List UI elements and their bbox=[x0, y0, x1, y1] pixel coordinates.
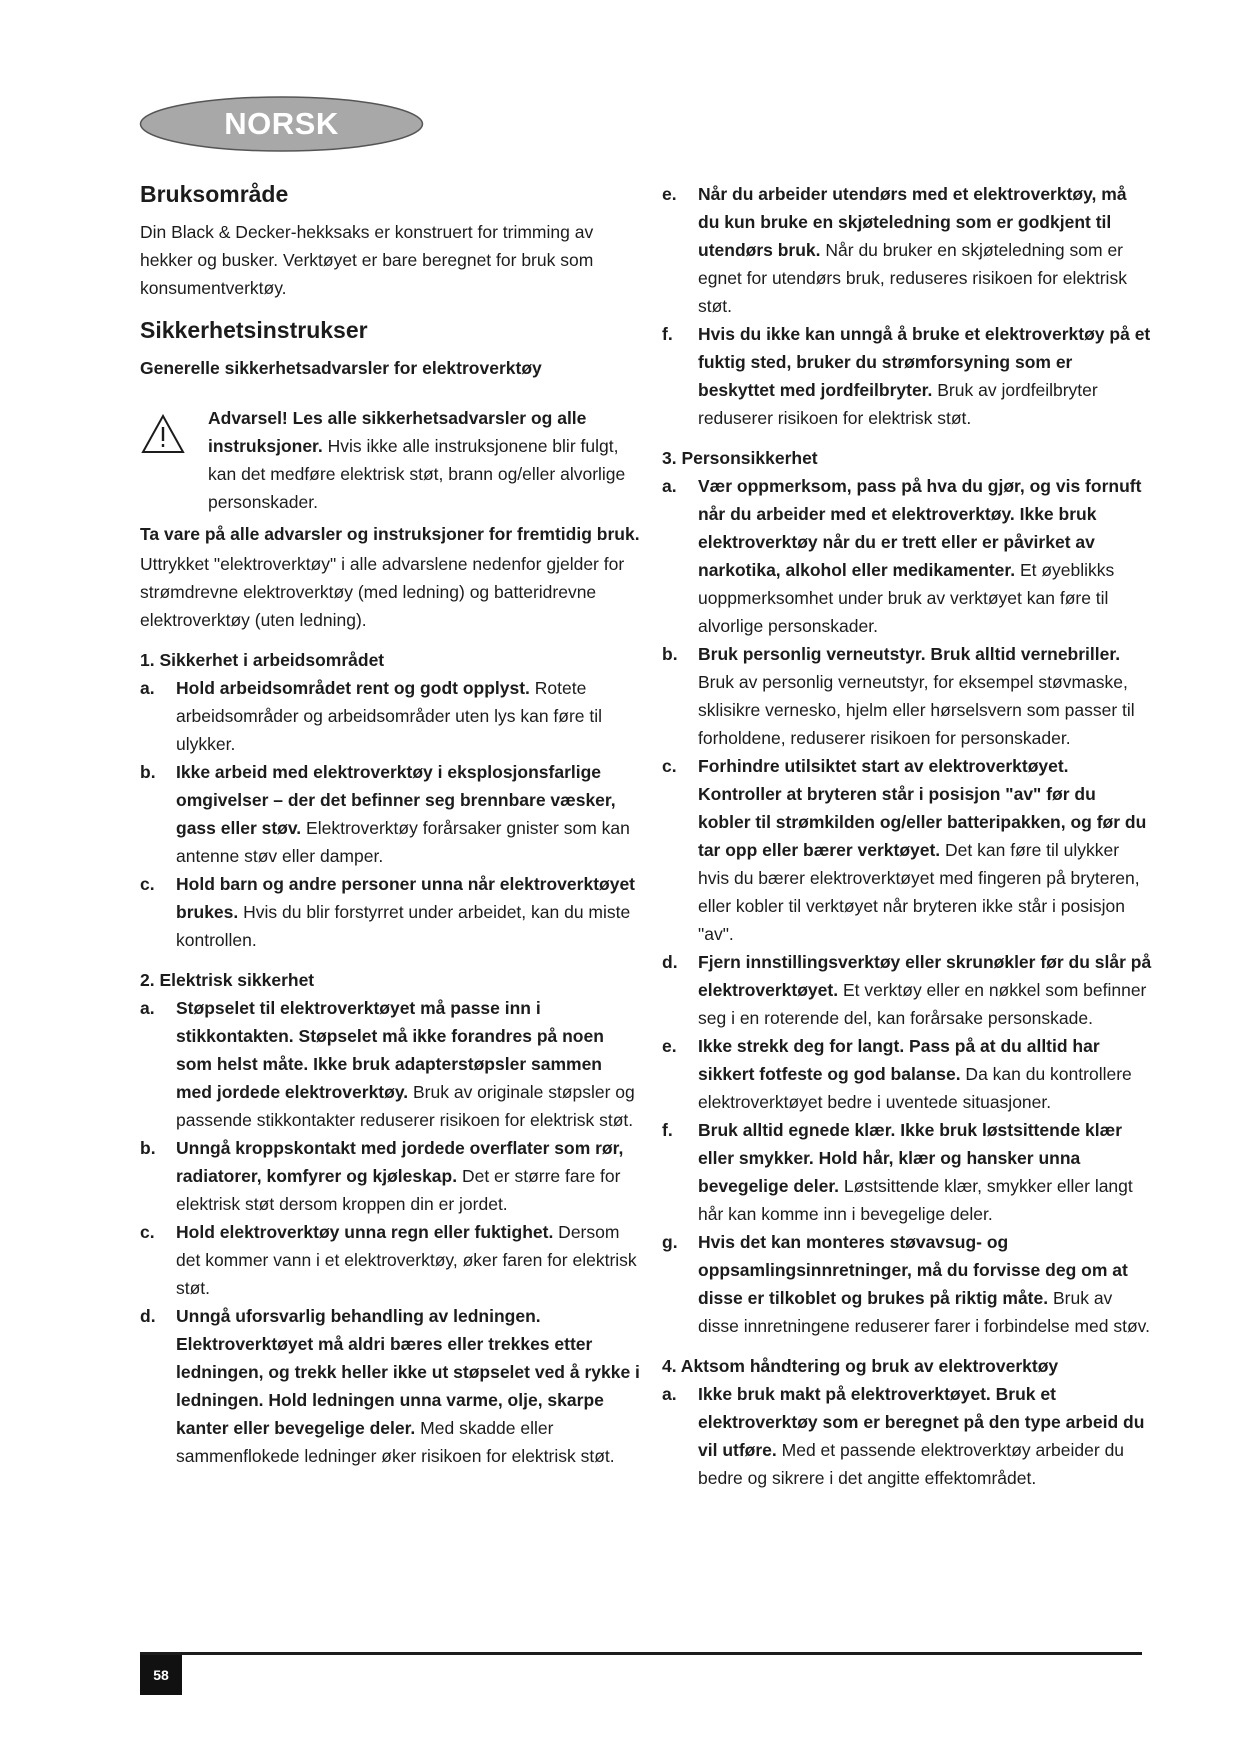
language-badge bbox=[138, 94, 425, 154]
section-1-list bbox=[140, 674, 640, 954]
list-item: b. Ikke arbeid med elektroverktøy i eksplosjonsfarlige omgivelser – der det befinner seg brennbare væsker, gass eller støv. Elektroverktøy forårsaker gnister som kan antenne støv eller damper. bbox=[140, 762, 630, 866]
term-definition: Uttrykket "elektroverktøy" i alle advarslene nedenfor gjelder for strømdrevne elektroverktøy (med ledning) og batteridrevne elektroverktøy (uten ledning). bbox=[140, 554, 625, 630]
list-item: a. Støpselet til elektroverktøyet må passe inn i stikkontakten. Støpselet må ikke forandres på noen som helst måte. Ikke bruk adapterstøpsler sammen med jordede elektroverktøy. Bruk av originale støpsler og passende stikkontakter reduserer risikoen for elektrisk støt. bbox=[140, 998, 635, 1130]
section-4-list bbox=[662, 1380, 1152, 1492]
page-number: 58 bbox=[140, 1655, 182, 1695]
keep-instructions-note: Ta vare på alle advarsler og instruksjoner for fremtidig bruk. bbox=[140, 524, 640, 544]
warning-block bbox=[140, 404, 640, 516]
left-column bbox=[140, 180, 640, 1470]
use-heading: Bruksområde bbox=[140, 181, 289, 207]
language-label: NORSK bbox=[224, 106, 339, 141]
section-3-list bbox=[662, 472, 1152, 1340]
section-1-title: 1. Sikkerhet i arbeidsområdet bbox=[140, 650, 385, 670]
warning-text: Hvis ikke alle instruksjonene blir fulgt, kan det medføre elektrisk støt, brann og/eller alvorlige personskader. bbox=[208, 436, 626, 512]
list-item: c. Hold barn og andre personer unna når elektroverktøyet brukes. Hvis du blir forstyrret under arbeidet, kan du miste kontrollen. bbox=[140, 874, 635, 950]
use-text: Din Black & Decker-hekksaks er konstruert for trimming av hekker og busker. Verktøyet er bare beregnet for bruk som konsumentverktøy. bbox=[140, 222, 594, 298]
list-item: a. Vær oppmerksom, pass på hva du gjør, og vis fornuft når du arbeider med et elektroverktøy. Ikke bruk elektroverktøy når du er trett eller er påvirket av narkotika, alkohol eller medikamenter. Et øyeblikks uoppmerksomhet under bruk av verktøyet kan føre til alvorlige personskader. bbox=[662, 476, 1142, 636]
footer-rule bbox=[140, 1652, 1142, 1655]
list-item: c. Forhindre utilsiktet start av elektroverktøyet. Kontroller at bryteren står i posisjon "av" før du kobler til strømkilden og/eller batteripakken, og før du tar opp eller bærer verktøyet. Det kan føre til ulykker hvis du bærer elektroverktøyet med fingeren på bryteren, eller kobler til verktøyet når bryteren ikke står i posisjon "av". bbox=[662, 756, 1147, 944]
list-item: g. Hvis det kan monteres støvavsug- og oppsamlingsinnretninger, må du forvisse deg om at disse er tilkoblet og brukes på riktig måte. Bruk av disse innretningene reduserer farer i forbindelse med støv. bbox=[662, 1232, 1150, 1336]
list-item: e. Når du arbeider utendørs med et elektroverktøy, må du kun bruke en skjøteledning som er godkjent til utendørs bruk. Når du bruker en skjøteledning som er egnet for utendørs bruk, reduseres risikoen for elektrisk støt. bbox=[662, 184, 1127, 316]
section-4-title: 4. Aktsom håndtering og bruk av elektroverktøy bbox=[662, 1356, 1059, 1376]
section-2-list bbox=[140, 994, 640, 1470]
general-subheading: Generelle sikkerhetsadvarsler for elektroverktøy bbox=[140, 358, 542, 378]
list-item: f. Bruk alltid egnede klær. Ikke bruk løstsittende klær eller smykker. Hold hår, klær og hansker unna bevegelige deler. Løstsittende klær, smykker eller langt hår kan komme inn i bevegelige deler. bbox=[662, 1120, 1133, 1224]
list-item: b. Unngå kroppskontakt med jordede overflater som rør, radiatorer, komfyrer og kjøleskap. Det er større fare for elektrisk støt dersom kroppen din er jordet. bbox=[140, 1138, 624, 1214]
list-item: b. Bruk personlig verneutstyr. Bruk alltid vernebriller. Bruk av personlig verneutstyr, for eksempel støvmaske, sklisikre vernesko, hjelm eller hørselsvern som passer til forholdene, reduserer risikoen for personskader. bbox=[662, 644, 1135, 748]
safety-heading: Sikkerhetsinstrukser bbox=[140, 317, 368, 343]
warning-bold: Advarsel! Les alle sikkerhetsadvarsler og alle instruksjoner. bbox=[208, 408, 587, 456]
section-2-title: 2. Elektrisk sikkerhet bbox=[140, 970, 315, 990]
section-3-title: 3. Personsikkerhet bbox=[662, 448, 818, 468]
list-item: a. Hold arbeidsområdet rent og godt opplyst. Rotete arbeidsområder og arbeidsområder uten lys kan føre til ulykker. bbox=[140, 678, 603, 754]
section-2-continued-list bbox=[662, 180, 1152, 432]
list-item: d. Fjern innstillingsverktøy eller skrunøkler før du slår på elektroverktøyet. Et verktøy eller en nøkkel som befinner seg i en roterende del, kan forårsake personskade. bbox=[662, 952, 1152, 1028]
list-item: a. Ikke bruk makt på elektroverktøyet. Bruk et elektroverktøy som er beregnet på den type arbeid du vil utføre. Med et passende elektroverktøy arbeider du bedre og sikrere i det angitte effektområdet. bbox=[662, 1384, 1145, 1488]
warning-triangle-icon bbox=[141, 414, 185, 454]
list-item: c. Hold elektroverktøy unna regn eller fuktighet. Dersom det kommer vann i et elektroverktøy, øker faren for elektrisk støt. bbox=[140, 1222, 637, 1298]
list-item: f. Hvis du ikke kan unngå å bruke et elektroverktøy på et fuktig sted, bruker du strømforsyning som er beskyttet med jordfeilbryter. Bruk av jordfeilbryter reduserer risikoen for elektrisk støt. bbox=[662, 324, 1151, 428]
right-column bbox=[662, 180, 1152, 1492]
list-item: d. Unngå uforsvarlig behandling av ledningen. Elektroverktøyet må aldri bæres eller trekkes etter ledningen, og trekk heller ikke ut støpselet ved å rykke i ledningen. Hold ledningen unna varme, olje, skarpe kanter eller bevegelige deler. Med skadde eller sammenflokede ledninger øker risikoen for elektrisk støt. bbox=[140, 1306, 640, 1466]
list-item: e. Ikke strekk deg for langt. Pass på at du alltid har sikkert fotfeste og god balanse. Da kan du kontrollere elektroverktøyet bedre i uventede situasjoner. bbox=[662, 1036, 1132, 1112]
